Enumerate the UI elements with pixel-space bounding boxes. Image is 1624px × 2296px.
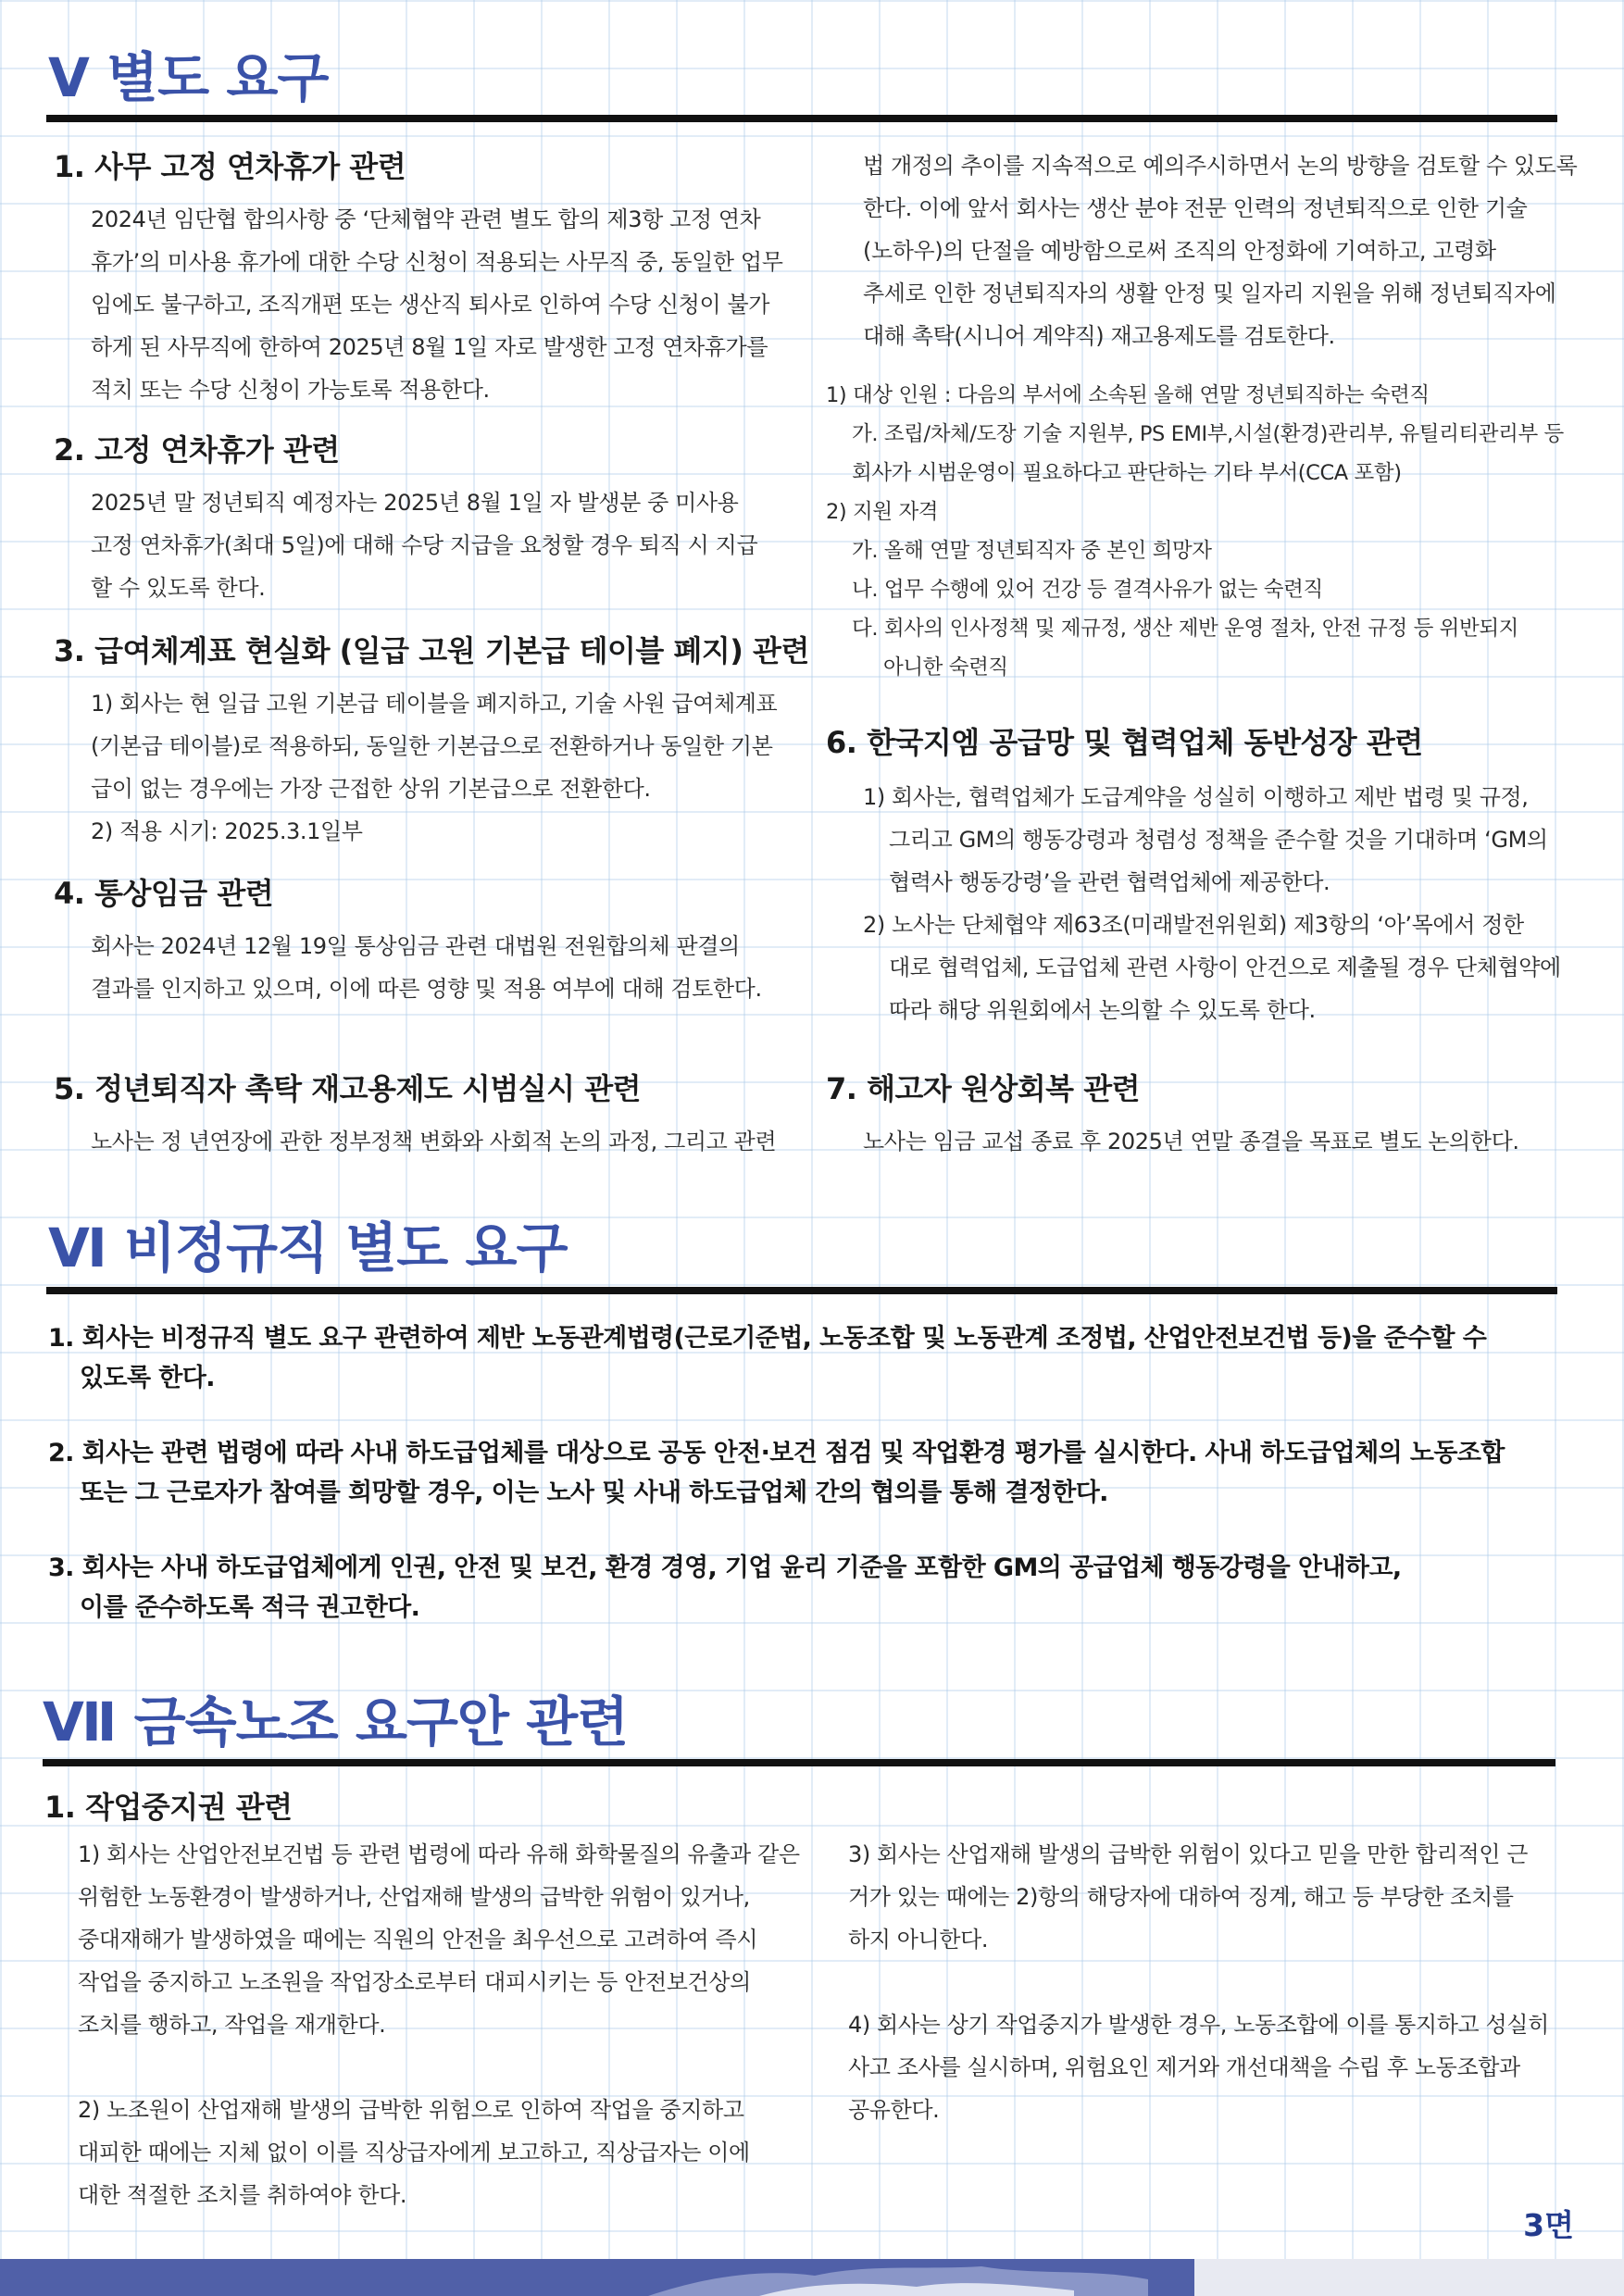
clause-line: 하지 아니한다. xyxy=(848,1927,989,1953)
section-5-rule xyxy=(46,115,1557,122)
clause-line: 사고 조사를 실시하며, 위험요인 제거와 개선대책을 수립 후 노동조합과 xyxy=(848,2054,1520,2080)
clause-line: 2) 노조원이 산업재해 발생의 급박한 위험으로 인하여 작업을 중지하고 xyxy=(78,2097,744,2123)
item-5-line: 노사는 정 년연장에 관한 정부정책 변화와 사회적 논의 과정, 그리고 관련 xyxy=(91,1129,777,1154)
work-stop-clause-3 xyxy=(848,1833,1580,1961)
section-6-item-2 xyxy=(48,1433,1567,1513)
item-1-line: 적치 또는 수당 신청이 가능토록 적용한다. xyxy=(91,377,490,403)
criteria-line: 아니한 숙련직 xyxy=(883,655,1008,680)
item-5-continued-line: 추세로 인한 정년퇴직자의 생활 안정 및 일자리 지원을 위해 정년퇴직자에 xyxy=(863,281,1556,306)
item-1-line: 2024년 임단협 합의사항 중 ‘단체협약 관련 별도 합의 제3항 고정 연차 xyxy=(91,206,761,232)
item-6-body xyxy=(863,776,1585,1031)
item-5-continued-line: (노하우)의 단절을 예방함으로써 조직의 안정화에 기여하고, 고령화 xyxy=(863,238,1496,264)
item-3-line: 1) 회사는 현 일급 고원 기본급 테이블을 폐지하고, 기술 사원 급여체계표 xyxy=(91,691,778,717)
criteria-line: 나. 업무 수행에 있어 건강 등 결격사유가 없는 숙련직 xyxy=(852,578,1323,602)
item-6-line: 1) 회사는, 협력업체가 도급계약을 성실히 이행하고 제반 법령 및 규정, xyxy=(863,784,1529,810)
item-6-line: 따라 해당 위원회에서 논의할 수 있도록 한다. xyxy=(889,997,1316,1023)
item-3-line: (기본급 테이블)로 적용하되, 동일한 기본급으로 전환하거나 동일한 기본 xyxy=(91,733,773,759)
clause-line: 3) 회사는 산업재해 발생의 급박한 위험이 있다고 믿을 만한 합리적인 근 xyxy=(848,1841,1529,1867)
footer-splash-graphic xyxy=(0,2259,1624,2296)
criteria-line: 1) 대상 인원 : 다음의 부서에 소속된 올해 연말 정년퇴직하는 숙련직 xyxy=(826,383,1430,407)
criteria-line: 가. 올해 연말 정년퇴직자 중 본인 희망자 xyxy=(852,539,1212,563)
section-7-rule xyxy=(43,1759,1555,1766)
section-6-title: Ⅵ 비정규직 별도 요구 xyxy=(48,1217,568,1279)
section-7-title: Ⅶ 금속노조 요구안 관련 xyxy=(43,1691,629,1753)
clause-line: 1) 회사는 산업안전보건법 등 관련 법령에 따라 유해 화학물질의 유출과 같은 xyxy=(78,1841,800,1867)
page-number: 3면 xyxy=(1523,2207,1574,2243)
footer-band xyxy=(0,2259,1624,2296)
criteria-line: 2) 지원 자격 xyxy=(826,500,939,524)
clause-line: 공유한다. xyxy=(848,2097,940,2123)
item-5-continued xyxy=(863,144,1585,357)
clause-line: 거가 있는 때에는 2)항의 해당자에 대하여 징계, 해고 등 부당한 조치를 xyxy=(848,1884,1514,1910)
item-5-continued-line: 한다. 이에 앞서 회사는 생산 분야 전문 인력의 정년퇴직으로 인한 기술 xyxy=(863,195,1528,221)
section-6-item-line: 3. 회사는 사내 하도급업체에게 인권, 안전 및 보건, 환경 경영, 기업 윤리 기준을 포함한 GM의 공급업체 행동강령을 안내하고, xyxy=(48,1554,1402,1582)
section-6-rule xyxy=(46,1287,1557,1294)
item-4-heading: 4. 통상임금 관련 xyxy=(54,876,274,911)
criteria-line: 다. 회사의 인사정책 및 제규정, 생산 제반 운영 절차, 안전 규정 등 위반되지 xyxy=(852,617,1518,641)
section-7-item-1-heading: 1. 작업중지권 관련 xyxy=(44,1790,293,1825)
item-2-line: 할 수 있도록 한다. xyxy=(91,575,266,601)
clause-line: 대피한 때에는 지체 없이 이를 직상급자에게 보고하고, 직상급자는 이에 xyxy=(78,2140,750,2165)
work-stop-clause-2 xyxy=(78,2089,809,2216)
item-5-body xyxy=(91,1120,813,1163)
item-6-line: 2) 노사는 단체협약 제63조(미래발전위원회) 제3항의 ‘아’목에서 정한 xyxy=(863,912,1524,938)
section-6-item-1 xyxy=(48,1318,1567,1398)
item-4-line: 회사는 2024년 12월 19일 통상임금 관련 대법원 전원합의체 판결의 xyxy=(91,933,740,959)
section-6-item-3 xyxy=(48,1548,1567,1628)
section-6-item-line: 또는 그 근로자가 참여를 희망할 경우, 이는 노사 및 사내 하도급업체 간의 협의를 통해 결정한다. xyxy=(80,1479,1108,1507)
item-1-line: 휴가’의 미사용 휴가에 대한 수당 신청이 적용되는 사무직 중, 동일한 업무 xyxy=(91,249,783,275)
item-2-line: 고정 연차휴가(최대 5일)에 대해 수당 지급을 요청할 경우 퇴직 시 지급 xyxy=(91,532,758,558)
item-4-body xyxy=(91,925,813,1010)
item-2-line: 2025년 말 정년퇴직 예정자는 2025년 8월 1일 자 발생분 중 미사용 xyxy=(91,490,739,516)
item-3-line: 2) 적용 시기: 2025.3.1일부 xyxy=(91,818,363,844)
item-2-body xyxy=(91,481,813,609)
clause-line: 4) 회사는 상기 작업중지가 발생한 경우, 노동조합에 이를 통지하고 성실히 xyxy=(848,2012,1549,2038)
item-3-body xyxy=(91,682,813,853)
work-stop-clause-1 xyxy=(78,1833,809,2046)
item-3-line: 급이 없는 경우에는 가장 근접한 상위 기본급으로 전환한다. xyxy=(91,776,651,802)
clause-line: 작업을 중지하고 노조원을 작업장소로부터 대피시키는 등 안전보건상의 xyxy=(78,1969,751,1995)
item-5-heading: 5. 정년퇴직자 촉탁 재고용제도 시범실시 관련 xyxy=(54,1071,642,1106)
clause-line: 대한 적절한 조치를 취하여야 한다. xyxy=(78,2182,407,2208)
section-7-right-body xyxy=(848,1833,1580,2131)
item-6-line: 대로 협력업체, 도급업체 관련 사항이 안건으로 제출될 경우 단체협약에 xyxy=(889,955,1561,980)
item-6-line: 그리고 GM의 행동강령과 청렴성 정책을 준수할 것을 기대하며 ‘GM의 xyxy=(889,827,1548,853)
item-1-body xyxy=(91,198,813,411)
item-3-heading: 3. 급여체계표 현실화 (일급 고원 기본급 테이블 폐지) 관련 xyxy=(54,633,809,668)
item-6-line: 협력사 행동강령’을 관련 협력업체에 제공한다. xyxy=(889,869,1330,895)
item-4-line: 결과를 인지하고 있으며, 이에 따른 영향 및 적용 여부에 대해 검토한다. xyxy=(91,976,762,1002)
item-5-continued-line: 대해 촉탁(시니어 계약직) 재고용제도를 검토한다. xyxy=(863,323,1335,349)
item-1-line: 임에도 불구하고, 조직개편 또는 생산직 퇴사로 인하여 수당 신청이 불가 xyxy=(91,292,770,318)
criteria-line: 가. 조립/차체/도장 기술 지원부, PS EMI부,시설(환경)관리부, 유틸리티관리부 등 xyxy=(852,422,1564,446)
section-5-title: Ⅴ 별도 요구 xyxy=(48,46,329,109)
item-5-criteria xyxy=(826,376,1585,687)
section-6-item-line: 이를 준수하도록 적극 권고한다. xyxy=(80,1593,420,1622)
clause-line: 조치를 행하고, 작업을 재개한다. xyxy=(78,2012,386,2038)
criteria-line: 회사가 시범운영이 필요하다고 판단하는 기타 부서(CCA 포함) xyxy=(852,461,1402,485)
clause-line: 위험한 노동환경이 발생하거나, 산업재해 발생의 급박한 위험이 있거나, xyxy=(78,1884,750,1910)
section-7-left-body xyxy=(78,1833,809,2216)
item-2-heading: 2. 고정 연차휴가 관련 xyxy=(54,432,340,468)
item-7-body xyxy=(863,1120,1585,1163)
work-stop-clause-4 xyxy=(848,2003,1580,2131)
section-6-item-line: 2. 회사는 관련 법령에 따라 사내 하도급업체를 대상으로 공동 안전·보건 점검 및 작업환경 평가를 실시한다. 사내 하도급업체의 노동조합 xyxy=(48,1439,1505,1467)
item-7-heading: 7. 해고자 원상회복 관련 xyxy=(826,1071,1141,1106)
clause-line: 중대재해가 발생하였을 때에는 직원의 안전을 최우선으로 고려하여 즉시 xyxy=(78,1927,758,1953)
section-6-item-line: 있도록 한다. xyxy=(80,1364,215,1392)
item-7-line: 노사는 임금 교섭 종료 후 2025년 연말 종결을 목표로 별도 논의한다. xyxy=(863,1129,1519,1154)
section-6-item-line: 1. 회사는 비정규직 별도 요구 관련하여 제반 노동관계법령(근로기준법, 노동조합 및 노동관계 조정법, 산업안전보건법 등)을 준수할 수 xyxy=(48,1324,1487,1353)
item-5-continued-line: 법 개정의 추이를 지속적으로 예의주시하면서 논의 방향을 검토할 수 있도록 xyxy=(863,153,1578,179)
item-1-line: 하게 된 사무직에 한하여 2025년 8월 1일 자로 발생한 고정 연차휴가를 xyxy=(91,334,768,360)
item-6-heading: 6. 한국지엠 공급망 및 협력업체 동반성장 관련 xyxy=(826,725,1423,760)
item-1-heading: 1. 사무 고정 연차휴가 관련 xyxy=(54,149,406,184)
